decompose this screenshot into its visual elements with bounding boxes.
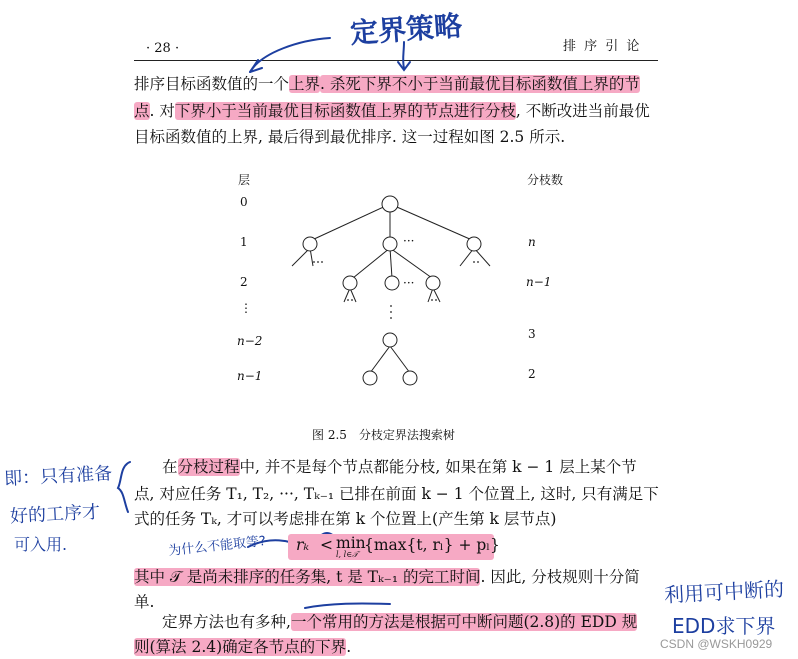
formula-relation: <	[320, 536, 333, 554]
para3-line1: 其中 𝒯 是尚未排序的任务集, t 是 Tₖ₋₁ 的完工时间. 因此, 分枝规则十分简	[134, 568, 640, 586]
fig-col-level: 层	[238, 173, 251, 187]
handwritten-note-right-1: 利用可中断的	[663, 576, 785, 608]
highlight-unscheduled-set: 其中 𝒯 是尚未排序的任务集, t 是 Tₖ₋₁ 的完工时间	[134, 568, 481, 586]
handwritten-arrow-top-left	[250, 38, 330, 72]
para2-line1: 在分枝过程中, 并不是每个节点都能分枝, 如果在第 k − 1 层上某个节	[162, 458, 637, 476]
highlight-branch-rule: 下界小于当前最优目标函数值上界的节点进行分枝	[174, 102, 516, 120]
tree-node	[426, 276, 440, 290]
highlight-edd-method: 一个常用的方法是根据可中断问题(2.8)的 EDD 规	[290, 613, 638, 631]
para4-line2: 则(算法 2.4)确定各节点的下界.	[134, 638, 352, 656]
formula-body: {max{t, rₗ} + pₗ}	[364, 536, 500, 554]
figure-caption: 图 2.5 分枝定界法搜索树	[312, 428, 455, 442]
para1-line3: 目标函数值的上界, 最后得到最优排序. 这一过程如图 2.5 所示.	[134, 128, 566, 146]
level-n-2: n−2	[237, 334, 263, 348]
tree-node	[467, 237, 481, 251]
tree-node	[383, 237, 397, 251]
branches-n: n	[528, 235, 536, 249]
handwritten-arrow-top-down	[403, 42, 404, 68]
branches-n-1: n−1	[526, 275, 552, 289]
handwritten-note-top: 定界策略	[349, 9, 464, 50]
handwritten-note-left-1: 即：只有准备	[3, 463, 113, 490]
para2-line2: 点, 对应任务 T₁, T₂, ···, Tₖ₋₁ 已排在前面 k − 1 个位置上, 这时, 只有满足下	[134, 485, 659, 503]
handwritten-note-right-2: EDD求下界	[672, 614, 776, 638]
level-dots: ⋮	[240, 301, 252, 315]
tree-node-root	[382, 196, 398, 212]
branches-2: 2	[528, 367, 536, 381]
handwritten-brace	[118, 462, 130, 512]
formula-lhs: rₖ	[296, 536, 310, 554]
tree-node	[343, 276, 357, 290]
ellipsis-level2: ···	[403, 276, 415, 290]
page-number: · 28 ·	[146, 41, 180, 56]
level-1: 1	[240, 235, 248, 249]
tree-node	[363, 371, 377, 385]
ellipsis-level1: ···	[403, 234, 415, 248]
watermark: CSDN @WSKH0929	[660, 637, 773, 651]
handwritten-arrow-right-note	[305, 603, 390, 608]
handwritten-note-left-2: 好的工序才	[9, 501, 101, 528]
tree-node	[403, 371, 417, 385]
branches-3: 3	[528, 327, 536, 341]
para3-line2: 单.	[134, 593, 155, 611]
highlight-edd-rule: 则(算法 2.4)确定各节点的下界	[134, 638, 347, 656]
tree-node	[303, 237, 317, 251]
level-0: 0	[240, 195, 248, 209]
para1-line1: 排序目标函数值的一个上界. 杀死下界不小于当前最优目标函数值上界的节	[134, 75, 640, 93]
fig-col-branches: 分枝数	[527, 173, 564, 187]
highlight-upper-bound: 上界	[289, 75, 321, 93]
para1-line2: 点. 对下界小于当前最优目标函数值上界的节点进行分枝, 不断改进当前最优	[134, 102, 650, 120]
handwritten-question: 为什么不能取等?	[167, 533, 267, 560]
tree-node	[385, 276, 399, 290]
tree-node	[383, 333, 397, 347]
highlight-kill-rule: . 杀死下界不小于当前最优目标函数值上界的节	[320, 75, 640, 93]
highlight-branching: 分枝过程	[177, 458, 240, 476]
level-n-1: n−1	[237, 369, 263, 383]
running-title: 排 序 引 论	[563, 39, 642, 54]
formula-subscript: l, l∈𝒯	[336, 550, 359, 559]
level-2: 2	[240, 275, 248, 289]
para4-line1: 定界方法也有多种,一个常用的方法是根据可中断问题(2.8)的 EDD 规	[162, 613, 638, 631]
formula-min: min	[336, 534, 366, 552]
para2-line3: 式的任务 Tₖ, 才可以考虑排在第 k 个位置上(产生第 k 层节点)	[134, 510, 557, 528]
handwritten-note-left-3: 可入用.	[14, 535, 68, 554]
